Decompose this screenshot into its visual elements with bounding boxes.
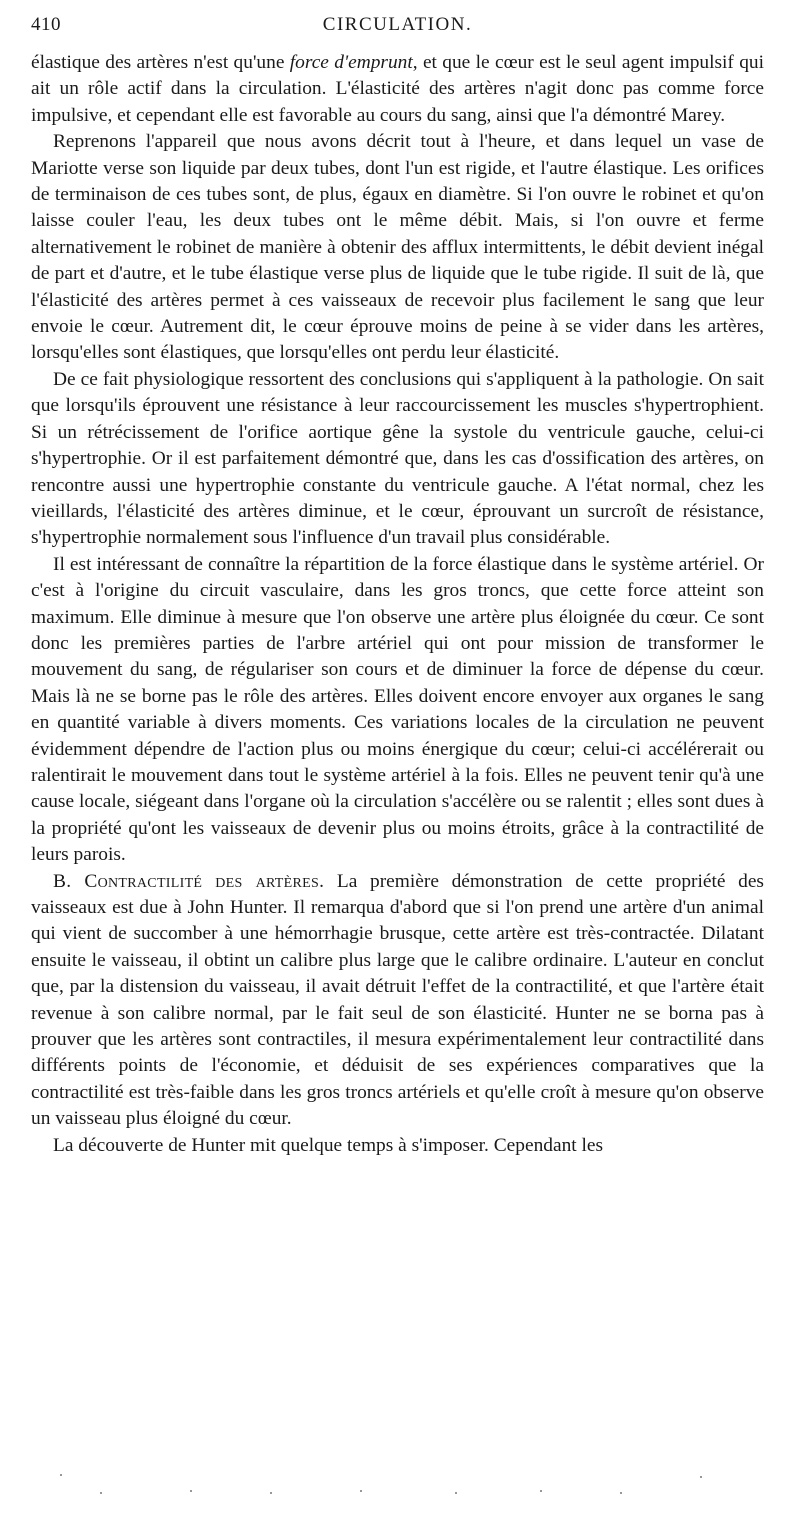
body-text	[31, 50, 764, 1159]
paragraph-elastic-force-distribution	[31, 552, 764, 869]
running-title: CIRCULATION.	[322, 14, 473, 35]
scan-specks	[60, 1470, 740, 1500]
paragraph-text: Il est intéressant de connaître la répartition de la force élastique dans le système artériel. Or c'est à l'origine du circuit vasculaire, dans les gros troncs, que cette force atteint son maximum. Elle diminue à mesure que l'on observe une artère plus éloignée du cœur. Ce sont donc les premières parties de l'arbre artériel qui ont pour mission de transformer le mouvement du sang, de régulariser son cours et de diminuer la force de dépense du cœur. Mais là ne se borne pas le rôle des artères. Elles doivent encore envoyer aux organes le sang en quantité variable à divers moments. Ces variations locales de la circulation ne peuvent évidemment dépendre de l'action plus ou moins énergique du cœur; celui-ci accélérerait ou ralentirait le mouvement dans tout le système artériel à la fois. Elles ne peuvent tenir qu'à une cause locale, siégeant dans l'organe où la circulation s'accélère ou se ralentit ; elles sont dues à la propriété qu'ont les vaisseaux de devenir plus ou moins étroits, grâce à la contractilité de leurs parois.	[31, 553, 764, 866]
paragraph-text: La première démonstration de cette propriété des vaisseaux est due à John Hunter. Il remarqua d'abord que si l'on prend une artère d'un animal qui vient de succomber à une hémorrhagie brusque, cette artère est très-contractée. Dilatant ensuite le vaisseau, il obtint un calibre plus large que le calibre ordinaire. L'auteur en conclut que, par la distension du vaisseau, il avait détruit l'effet de la contractilité, et que l'artère était revenue à son calibre normal, par le fait seul de son élasticité. Hunter ne se borna pas à prouver que les artères sont contractiles, il mesura expérimentalement leur contractilité dans différents points de l'économie, et déduisit de ses expériences comparatives que la contractilité est très-faible dans les gros troncs artériels et qu'elle croît à mesure qu'on observe un vaisseau plus éloigné du cœur.	[31, 870, 764, 1130]
emphasis-force-d-emprunt: force d'emprunt	[289, 52, 413, 73]
paragraph-text: De ce fait physiologique ressortent des conclusions qui s'appliquent à la pathologie. On sait que lorsqu'ils éprouvent une résistance à leur raccourcissement les muscles s'hypertrophient. Si un rétrécissement de l'orifice aortique gêne la systole du ventricule gauche, celui-ci s'hypertrophie. Or il est parfaitement démontré que, dans les cas d'ossification des artères, on rencontre aussi une hypertrophie constante du ventricule gauche. A l'état normal, chez les vieillards, l'élasticité des artères diminue, et le cœur, éprouvant un surcroît de résistance, s'hypertrophie normalement sous l'influence d'un travail plus considérable.	[31, 368, 764, 549]
paragraph-text: Reprenons l'appareil que nous avons décrit tout à l'heure, et dans lequel un vase de Mariotte verse son liquide par deux tubes, dont l'un est rigide, et l'autre élastique. Les orifices de terminaison de ces tubes sont, de plus, égaux en diamètre. Si l'on ouvre le robinet et qu'on laisse couler l'eau, les deux tubes ont le même débit. Mais, si l'on ouvre et ferme alternativement le robinet de manière à obtenir des afflux intermittents, le débit devient inégal de part et d'autre, et le tube élastique verse plus de liquide que le tube rigide. Il suit de là, que l'élasticité des artères permet à ces vaisseaux de recevoir plus facilement le sang que leur envoie le cœur. Autrement dit, le cœur éprouve moins de peine à se vider dans les artères, lorsqu'elles sont élastiques, que lorsqu'elles ont perdu leur élasticité.	[31, 131, 764, 364]
paragraph-continuation	[31, 50, 764, 129]
paragraph-text: , et que le cœur est le seul agent impulsif qui ait un rôle actif dans la circulation. L'élasticité des artères n'agit donc pas comme force impulsive, et cependant elle est favorable au cours du sang, ainsi que l'a démontré Marey.	[31, 52, 764, 126]
paragraph-hunter-discovery	[31, 1133, 764, 1159]
paragraph-pathology	[31, 367, 764, 552]
paragraph-text: La découverte de Hunter mit quelque temps à s'imposer. Cependant les	[53, 1134, 604, 1156]
paragraph-lead: élastique des artères n'est qu'une	[31, 52, 290, 73]
paragraph-mariotte-experiment	[31, 129, 764, 367]
paragraph-contractility	[31, 869, 764, 1133]
page-number: 410	[31, 14, 61, 35]
section-heading: B. Contractilité des artères.	[53, 870, 325, 892]
running-header	[31, 0, 764, 50]
